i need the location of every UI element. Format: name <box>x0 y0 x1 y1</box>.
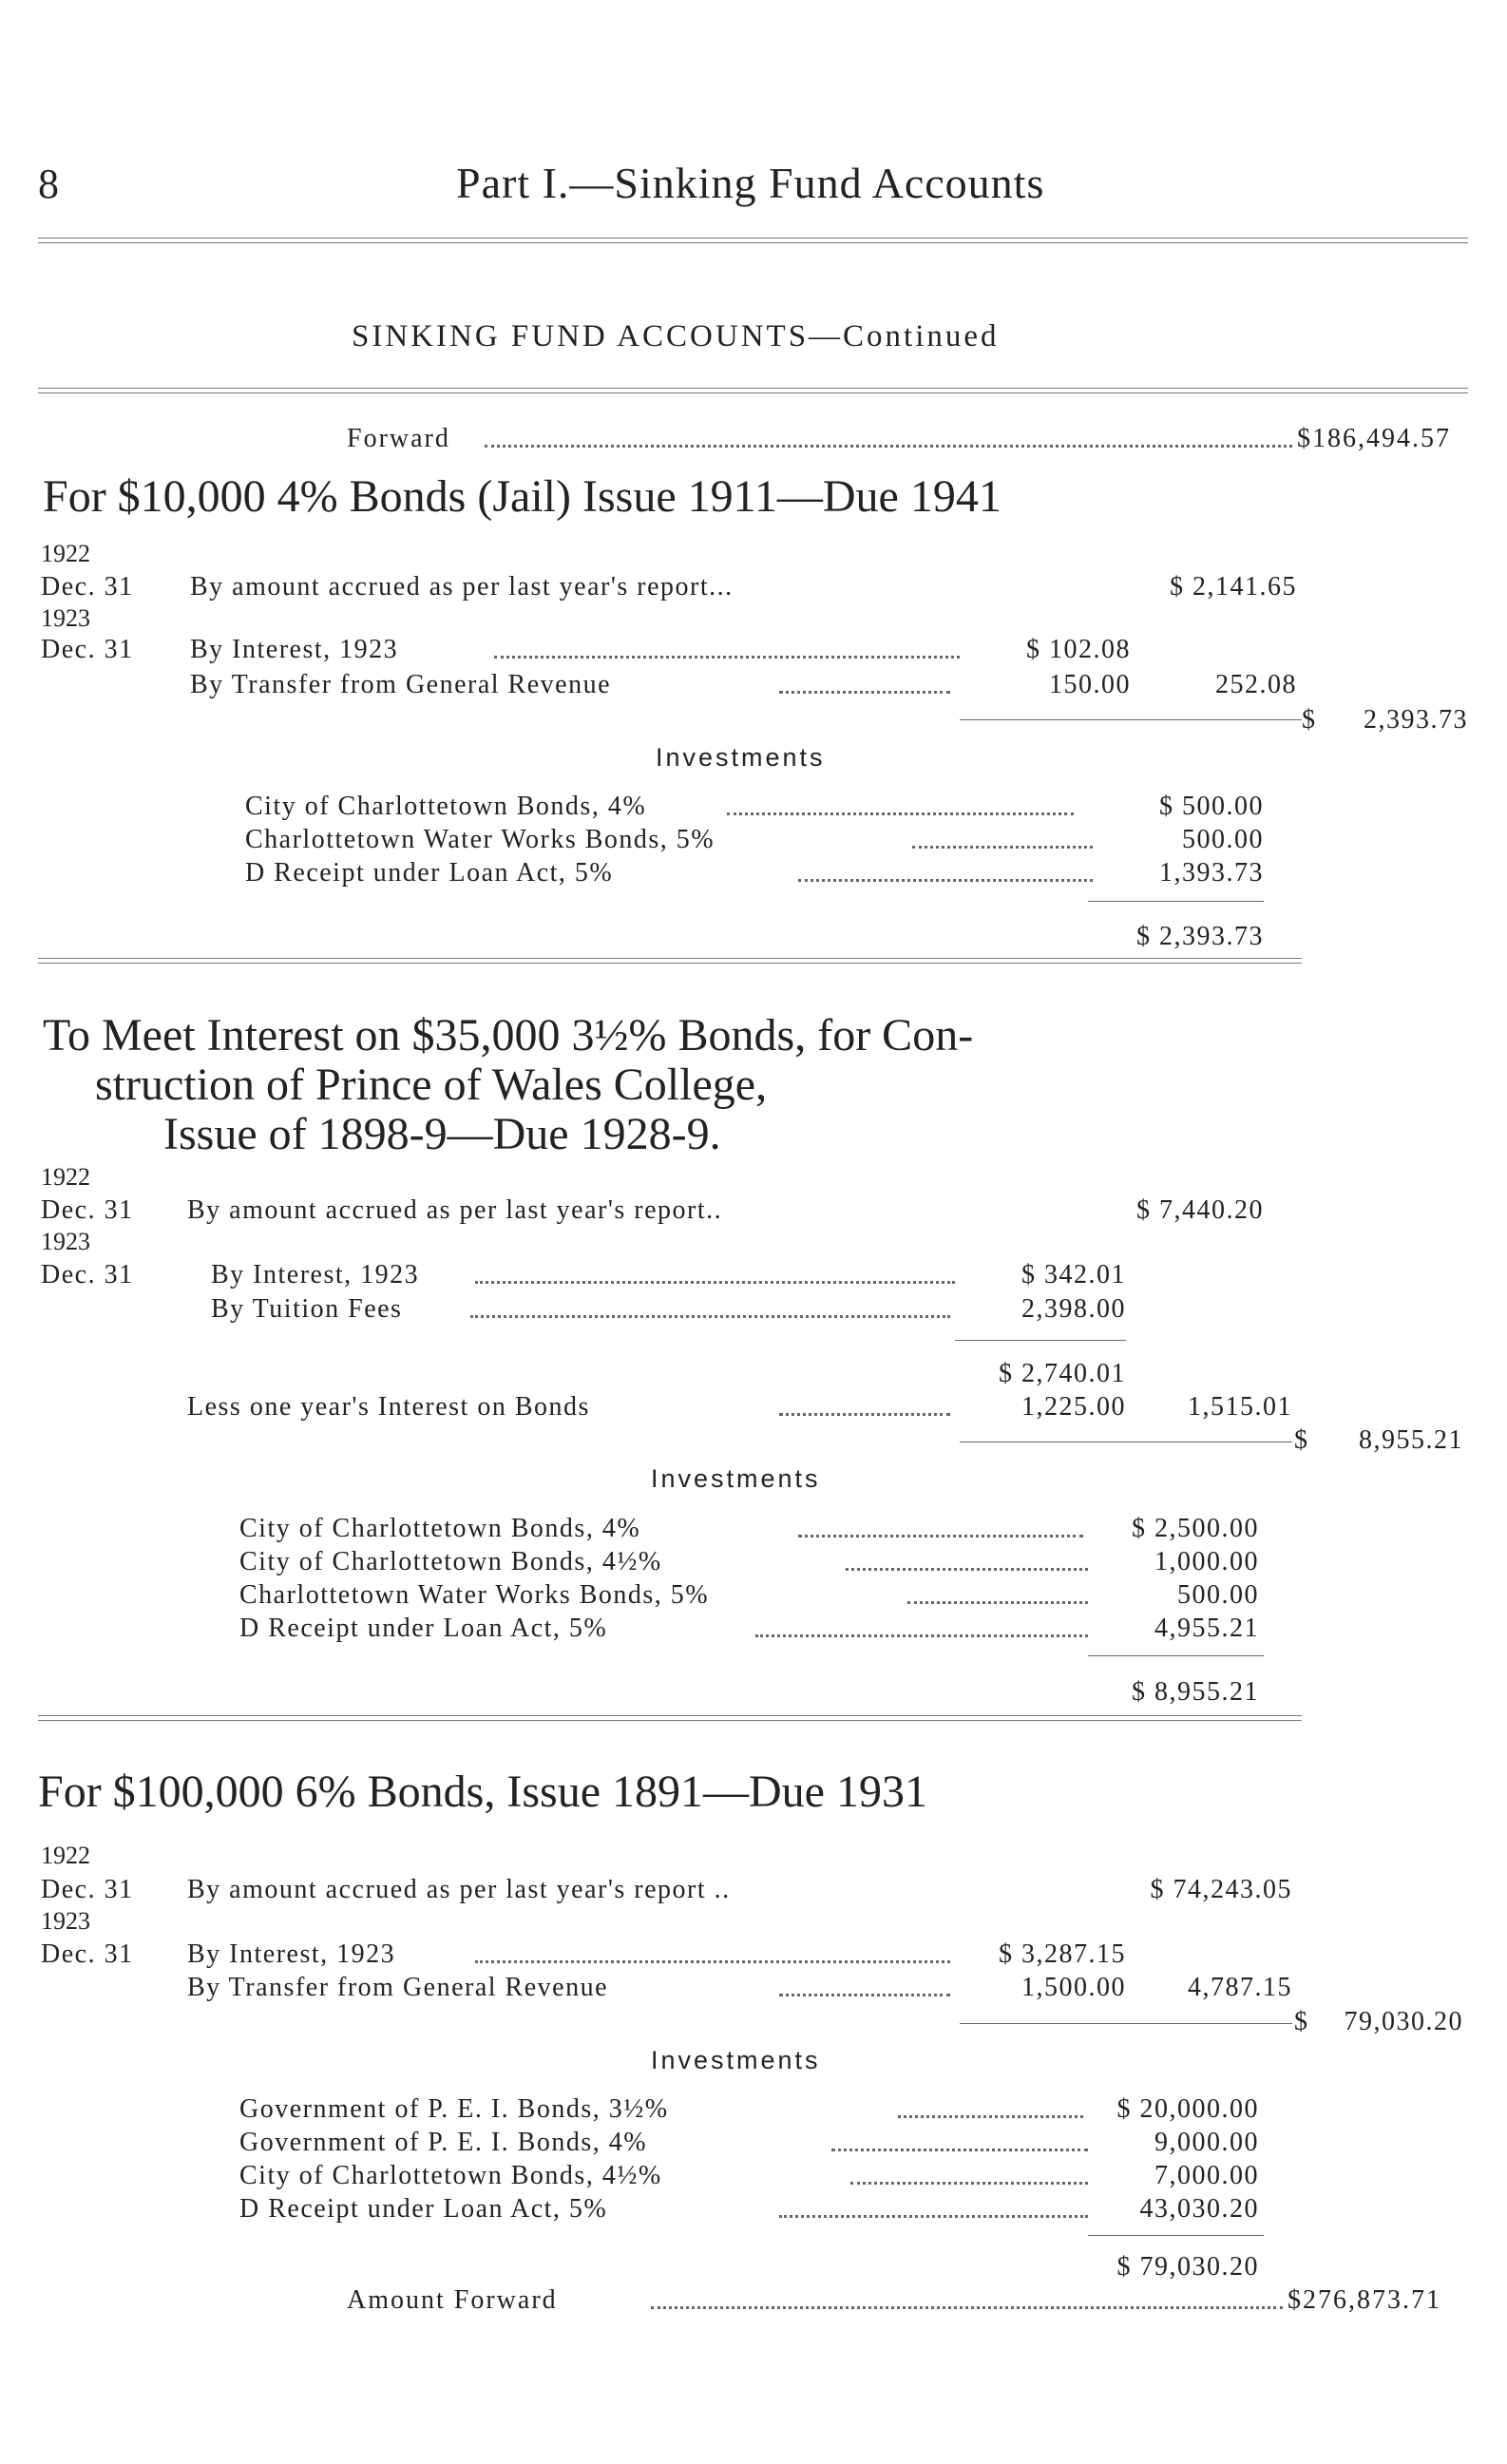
section3-total-dollar: $ <box>1294 2007 1309 2036</box>
section3-inv-desc-4: D Receipt under Loan Act, 5% <box>239 2194 608 2224</box>
section3-line3-amount: 1,500.00 <box>1021 1973 1126 2002</box>
section2-title-line3: Issue of 1898-9—Due 1928-9. <box>163 1109 721 1159</box>
section2-total-dollar: $ <box>1294 1425 1309 1455</box>
section3-line3-desc: By Transfer from General Revenue <box>187 1973 609 2002</box>
page-number: 8 <box>38 161 59 207</box>
leader <box>850 2182 1088 2185</box>
leader <box>779 691 950 694</box>
section2-line1-amount: $ 7,440.20 <box>1136 1195 1264 1225</box>
section2-title-line2: struction of Prince of Wales College, <box>95 1060 768 1110</box>
section1-line2-amount: $ 102.08 <box>1026 635 1131 664</box>
section3-line1-amount: $ 74,243.05 <box>1150 1875 1292 1904</box>
section2-date2: Dec. 31 <box>41 1260 134 1289</box>
section2-inv-amount-4: 4,955.21 <box>1154 1614 1259 1643</box>
section3-inv-amount-4: 43,030.20 <box>1139 2194 1259 2224</box>
section2-inv-desc-4: D Receipt under Loan Act, 5% <box>239 1614 608 1643</box>
section1-line2-desc: By Interest, 1923 <box>190 635 399 664</box>
section3-inv-desc-3: City of Charlottetown Bonds, 4½% <box>239 2161 662 2190</box>
amount-forward-leader <box>651 2306 1283 2309</box>
forward-amount: $186,494.57 <box>1297 424 1451 453</box>
leader <box>831 2149 1088 2151</box>
section2-subtotal: 1,515.01 <box>1188 1392 1292 1422</box>
leader <box>898 2115 1083 2118</box>
leader <box>798 1535 1083 1538</box>
section1-inv-desc-1: City of Charlottetown Bonds, 4% <box>245 792 647 821</box>
section2-less-desc: Less one year's Interest on Bonds <box>187 1392 590 1422</box>
leader <box>798 879 1093 882</box>
section2-line2-desc: By Interest, 1923 <box>211 1260 420 1289</box>
section3-total: 79,030.20 <box>1344 2007 1463 2036</box>
forward-label: Forward <box>347 424 450 453</box>
section1-total: 2,393.73 <box>1364 705 1468 735</box>
section3-investments-total: $ 79,030.20 <box>1116 2252 1259 2282</box>
leader <box>779 1994 950 1996</box>
section2-total: 8,955.21 <box>1359 1425 1463 1455</box>
section2-inv-amount-2: 1,000.00 <box>1154 1547 1259 1576</box>
section3-investments-heading: Investments <box>651 2046 821 2074</box>
section2-year-1923: 1923 <box>41 1228 90 1255</box>
section3-inv-desc-2: Government of P. E. I. Bonds, 4% <box>239 2128 648 2157</box>
header-divider <box>38 238 1468 243</box>
section2-inv-amount-3: 500.00 <box>1177 1580 1259 1610</box>
section2-less-amount: 1,225.00 <box>1021 1392 1126 1422</box>
section2-inv-amount-1: $ 2,500.00 <box>1132 1514 1259 1543</box>
section1-investments-heading: Investments <box>656 743 826 772</box>
leader <box>470 1315 950 1318</box>
rule <box>1088 2235 1264 2236</box>
leader <box>475 1281 955 1284</box>
section3-inv-amount-1: $ 20,000.00 <box>1116 2094 1259 2124</box>
leader <box>494 656 960 659</box>
section1-line1-desc: By amount accrued as per last year's report... <box>190 572 734 602</box>
section1-line3-amount: 150.00 <box>1049 670 1131 699</box>
leader <box>779 1413 950 1416</box>
rule <box>955 1340 1126 1341</box>
leader <box>846 1568 1088 1571</box>
section1-subtotal: 252.08 <box>1215 670 1297 699</box>
section2-year-1922: 1922 <box>41 1163 90 1191</box>
section1-line3-desc: By Transfer from General Revenue <box>190 670 612 699</box>
section1-divider <box>38 958 1302 964</box>
section1-investments-total: $ 2,393.73 <box>1136 922 1264 951</box>
section3-inv-amount-3: 7,000.00 <box>1154 2161 1259 2190</box>
section2-line1-desc: By amount accrued as per last year's report.. <box>187 1195 723 1225</box>
section1-year-1922: 1922 <box>41 540 90 567</box>
subtitle-divider <box>38 388 1468 393</box>
forward-leader <box>485 445 1292 448</box>
section2-sum: $ 2,740.01 <box>999 1359 1126 1388</box>
section1-date2: Dec. 31 <box>41 635 134 664</box>
leader <box>912 846 1093 849</box>
section2-line3-desc: By Tuition Fees <box>211 1294 403 1324</box>
section2-divider <box>38 1715 1302 1721</box>
section2-investments-total: $ 8,955.21 <box>1132 1677 1259 1707</box>
section3-year-1923: 1923 <box>41 1907 90 1935</box>
section-subtitle: SINKING FUND ACCOUNTS—Continued <box>352 319 1000 353</box>
leader <box>907 1601 1088 1604</box>
section1-inv-amount-1: $ 500.00 <box>1159 792 1264 821</box>
section2-title-line1: To Meet Interest on $35,000 3½% Bonds, for Con- <box>43 1010 974 1060</box>
section3-subtotal: 4,787.15 <box>1188 1973 1292 2002</box>
section3-line2-amount: $ 3,287.15 <box>999 1939 1126 1969</box>
leader <box>727 812 1074 815</box>
section3-inv-desc-1: Government of P. E. I. Bonds, 3½% <box>239 2094 669 2124</box>
section1-inv-amount-2: 500.00 <box>1182 825 1264 854</box>
section3-line2-desc: By Interest, 1923 <box>187 1939 396 1969</box>
section2-date1: Dec. 31 <box>41 1195 134 1225</box>
section1-total-dollar: $ <box>1302 705 1317 735</box>
section1-inv-desc-3: D Receipt under Loan Act, 5% <box>245 858 614 888</box>
section1-year-1923: 1923 <box>41 604 90 632</box>
section1-line1-amount: $ 2,141.65 <box>1170 572 1297 602</box>
section2-line3-amount: 2,398.00 <box>1021 1294 1126 1324</box>
section3-date1: Dec. 31 <box>41 1875 134 1904</box>
section2-inv-desc-3: Charlottetown Water Works Bonds, 5% <box>239 1580 710 1610</box>
leader <box>779 2215 1088 2218</box>
rule <box>960 2023 1292 2024</box>
section2-inv-desc-2: City of Charlottetown Bonds, 4½% <box>239 1547 662 1576</box>
leader <box>475 1960 950 1963</box>
rule <box>1088 1655 1264 1656</box>
section1-inv-amount-3: 1,393.73 <box>1159 858 1264 888</box>
section3-date2: Dec. 31 <box>41 1939 134 1969</box>
leader <box>755 1634 1088 1637</box>
amount-forward-amount: $276,873.71 <box>1288 2285 1441 2315</box>
running-title: Part I.—Sinking Fund Accounts <box>456 159 1045 207</box>
rule <box>1088 901 1264 902</box>
section3-title: For $100,000 6% Bonds, Issue 1891—Due 1931 <box>38 1767 927 1817</box>
section3-year-1922: 1922 <box>41 1842 90 1869</box>
section1-date1: Dec. 31 <box>41 572 134 602</box>
section2-inv-desc-1: City of Charlottetown Bonds, 4% <box>239 1514 641 1543</box>
section3-line1-desc: By amount accrued as per last year's report .. <box>187 1875 731 1904</box>
section2-investments-heading: Investments <box>651 1464 821 1493</box>
section1-title: For $10,000 4% Bonds (Jail) Issue 1911—Due 1941 <box>43 471 1001 522</box>
section1-inv-desc-2: Charlottetown Water Works Bonds, 5% <box>245 825 715 854</box>
rule <box>960 719 1302 720</box>
amount-forward-label: Amount Forward <box>347 2285 558 2315</box>
section2-line2-amount: $ 342.01 <box>1021 1260 1126 1289</box>
section3-inv-amount-2: 9,000.00 <box>1154 2128 1259 2157</box>
